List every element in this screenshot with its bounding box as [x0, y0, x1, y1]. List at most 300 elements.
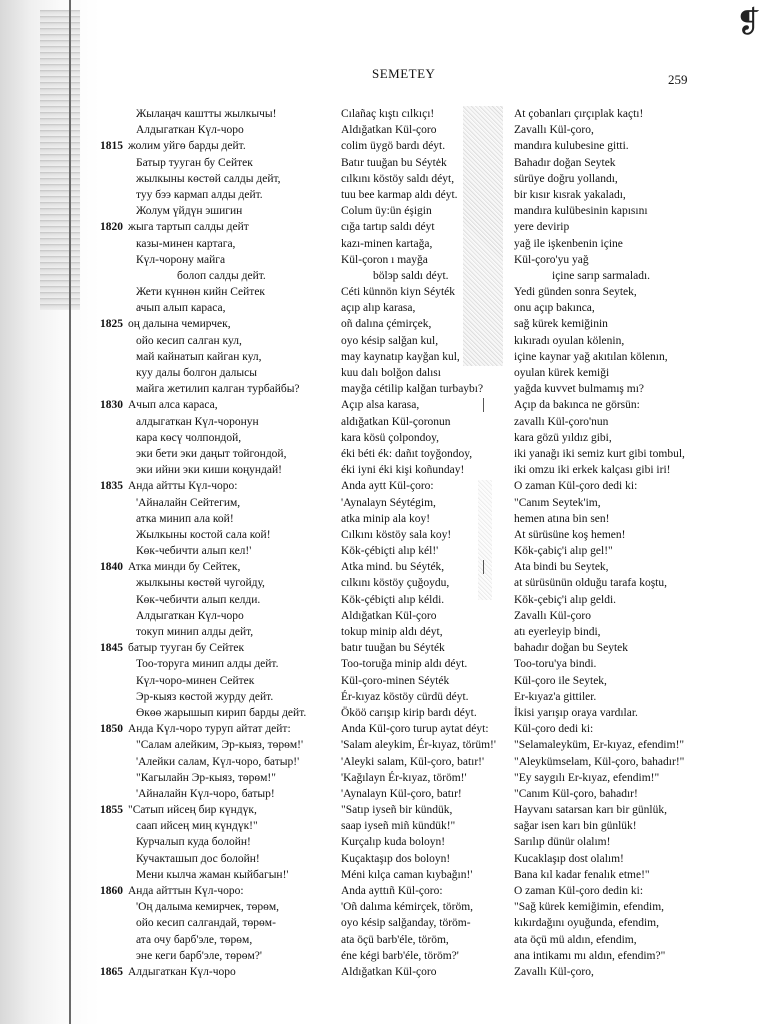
verse-line — [508, 365, 748, 381]
verse-text: 'Oñ dalıma kémirçek, töröm, — [341, 901, 474, 914]
verse-text: bir kısır kısrak yakaladı, — [514, 188, 626, 201]
verse-line — [333, 656, 505, 672]
verse-text: Kuçaktaşıp dos boloyn! — [341, 852, 451, 865]
verse-text: saap iyseñ miñ kündük!" — [341, 820, 456, 833]
verse-line — [333, 462, 505, 478]
verse-line — [100, 883, 335, 899]
verse-line — [508, 511, 748, 527]
verse-text: 'Aleyki salam, Kül-çoro, batır!' — [341, 755, 485, 768]
verse-line — [333, 349, 505, 365]
verse-text: эки ийни эки киши коңундай! — [136, 464, 282, 477]
verse-text: aldığatkan Kül-çoronun — [341, 415, 451, 428]
verse-text: Hayvanı satarsan karı bir günlük, — [514, 804, 667, 817]
verse-line — [100, 834, 335, 850]
verse-text: ойо кесип салгандай, төрөм- — [136, 917, 276, 930]
verse-line — [508, 349, 748, 365]
verse-text: 'Aynalayn Séytégim, — [341, 496, 436, 509]
verse-line — [333, 284, 505, 300]
verse-line — [100, 592, 335, 608]
verse-line — [333, 316, 505, 332]
verse-text: Kök-çebiç'i alıp geldi. — [514, 593, 617, 606]
verse-line — [100, 252, 335, 268]
verse-text: Aldığatkan Kül-çoro — [341, 609, 437, 622]
verse-line — [508, 527, 748, 543]
verse-line — [333, 640, 505, 656]
verse-line — [333, 834, 505, 850]
verse-line — [100, 754, 335, 770]
verse-text: açıp alıp karasa, — [341, 302, 416, 315]
verse-line — [508, 300, 748, 316]
verse-line — [508, 462, 748, 478]
verse-line — [508, 932, 748, 948]
verse-line — [100, 365, 335, 381]
verse-text: Céti künnön kiyn Séyték — [341, 286, 456, 299]
verse-line — [100, 462, 335, 478]
verse-text: Cılkını köstöy sala koy! — [341, 528, 452, 541]
verse-line — [100, 608, 335, 624]
verse-line — [100, 737, 335, 753]
line-number: 1865 — [100, 965, 123, 978]
verse-line — [100, 899, 335, 915]
verse-line — [508, 397, 748, 413]
verse-line — [100, 851, 335, 867]
verse-text: Өкөө жарышып кирип барды дейт. — [136, 706, 307, 719]
verse-line — [100, 236, 335, 252]
verse-line — [100, 575, 335, 591]
verse-line — [100, 640, 335, 656]
verse-text: жылкыны көстөй салды дейт, — [136, 172, 281, 185]
verse-text: Эр-кыяз көстой журду дейт. — [136, 690, 274, 703]
verse-line — [333, 268, 505, 284]
verse-line — [508, 721, 748, 737]
verse-line — [333, 754, 505, 770]
verse-line — [100, 511, 335, 527]
verse-text: Kucaklaşıp dost olalım! — [514, 852, 624, 865]
verse-text: Атка минди бу Сейтек, — [128, 561, 241, 574]
verse-text: oñ dalına çémirçek, — [341, 318, 432, 331]
verse-line — [100, 155, 335, 171]
verse-line — [100, 802, 335, 818]
verse-line — [333, 867, 505, 883]
verse-line — [100, 543, 335, 559]
verse-line — [100, 818, 335, 834]
verse-line — [508, 948, 748, 964]
verse-line — [508, 737, 748, 753]
verse-text: Батыр тууган бу Сейтек — [136, 156, 253, 169]
verse-text: Kül-çoro dedi ki: — [514, 723, 594, 736]
verse-line — [333, 171, 505, 187]
verse-text: Bahadır doğan Seytek — [514, 156, 616, 169]
verse-text: жолим уйгө барды дейт. — [128, 140, 246, 153]
verse-line — [508, 689, 748, 705]
verse-text: саап ийсең миң күндүк!" — [136, 820, 258, 833]
verse-text: O zaman Kül-çoro dedin ki: — [514, 885, 644, 897]
verse-line — [100, 721, 335, 737]
verse-line — [100, 705, 335, 721]
verse-text: Көк-чебичти алып кел!' — [136, 545, 252, 558]
verse-line — [333, 446, 505, 462]
verse-text: 'Aynalayn Kül-çoro, batır! — [341, 787, 462, 800]
verse-text: içine kaynar yağ akıtılan kölenın, — [514, 350, 668, 363]
verse-line — [508, 851, 748, 867]
verse-line — [100, 478, 335, 494]
verse-line — [333, 106, 505, 122]
verse-text: Kurçalıp kuda boloyn! — [341, 836, 446, 849]
verse-text: Kül-çoro-minen Séyték — [341, 674, 450, 687]
verse-text: Aldığatkan Kül-çoro — [341, 965, 437, 978]
verse-text: colim üygö bardı déyt. — [341, 140, 446, 153]
verse-line — [333, 122, 505, 138]
verse-text: yağda kuvvet bulmamış mı? — [514, 383, 644, 396]
verse-text: Kök-çébiçti alıp kél!' — [341, 545, 439, 558]
verse-line — [508, 624, 748, 640]
verse-text: Zavallı Kül-çoro, — [514, 124, 594, 137]
line-number: 1835 — [100, 480, 123, 493]
verse-line — [333, 559, 505, 575]
corner-mark: ❡ — [736, 6, 762, 39]
verse-text: O zaman Kül-çoro dedi ki: — [514, 480, 638, 493]
verse-text: Курчалып куда болойн! — [136, 836, 251, 849]
verse-text: ачып алып караса, — [136, 302, 226, 315]
scan-smudge — [40, 10, 80, 310]
verse-text: cığa tartıp saldı déyt — [341, 221, 435, 234]
verse-line — [508, 252, 748, 268]
verse-line — [333, 624, 505, 640]
verse-line — [100, 495, 335, 511]
verse-text: май кайнатып кайган кул, — [136, 350, 262, 363]
verse-line — [333, 203, 505, 219]
verse-text: Ata bindi bu Seytek, — [514, 561, 609, 574]
verse-line — [508, 834, 748, 850]
verse-line — [100, 527, 335, 543]
verse-line — [508, 495, 748, 511]
verse-text: Көк-чебичти алып келди. — [136, 593, 261, 606]
verse-line — [333, 495, 505, 511]
verse-text: Atka mind. bu Séyték, — [341, 561, 445, 574]
verse-line — [100, 203, 335, 219]
verse-text: sağar isen karı bin günlük! — [514, 820, 637, 833]
verse-line — [333, 300, 505, 316]
verse-text: Күл-чорону майга — [136, 253, 226, 266]
verse-line — [100, 915, 335, 931]
verse-line — [508, 414, 748, 430]
verse-text: 'Kağılayn Ér-kıyaz, töröm!' — [341, 771, 467, 784]
verse-text: "Sağ kürek kemiğimin, efendim, — [514, 901, 665, 914]
verse-line — [508, 770, 748, 786]
verse-text: bölэp saldı déyt. — [373, 269, 449, 282]
verse-line — [508, 883, 748, 899]
verse-line — [333, 673, 505, 689]
line-number: 1825 — [100, 318, 123, 331]
verse-text: 'Алейки салам, Күл-чоро, батыр!' — [136, 755, 300, 768]
verse-line — [508, 754, 748, 770]
verse-text: ata öçü barb'éle, töröm, — [341, 933, 449, 946]
verse-text: Күл-чоро-минен Сейтек — [136, 674, 255, 687]
verse-text: tokup minip aldı déyt, — [341, 626, 443, 638]
verse-line — [508, 575, 748, 591]
transliteration-column — [333, 106, 505, 980]
verse-text: At sürüsüne koş hemen! — [514, 528, 626, 541]
verse-text: Anda Kül-çoro turup aytat déyt: — [341, 723, 489, 736]
verse-line — [333, 964, 505, 980]
verse-text: at sürüsünün olduğu tarafa koştu, — [514, 577, 667, 590]
verse-line — [508, 964, 748, 980]
verse-line — [333, 252, 505, 268]
verse-line — [333, 333, 505, 349]
line-number: 1830 — [100, 399, 123, 412]
verse-text: оң далына чемирчек, — [128, 318, 231, 331]
verse-line — [508, 543, 748, 559]
verse-line — [100, 624, 335, 640]
verse-line — [508, 867, 748, 883]
verse-text: Kök-çébiçti alıp kéldi. — [341, 593, 445, 606]
verse-line — [333, 219, 505, 235]
verse-text: kıkırdağını oyuğunda, efendim, — [514, 917, 659, 930]
verse-text: oyulan kürek kemiği — [514, 367, 610, 379]
verse-line — [333, 932, 505, 948]
verse-text: атка минип ала кой! — [136, 512, 234, 525]
verse-line — [508, 316, 748, 332]
verse-text: "Кагылайн Эр-кыяз, төрөм!" — [136, 771, 276, 784]
binding-edge-line — [69, 0, 71, 1024]
verse-text: yere devirip — [514, 221, 570, 234]
verse-text: éne kégi barb'éle, töröm?' — [341, 949, 459, 962]
verse-text: Мени кылча жаман кыйбагын!' — [136, 868, 289, 881]
verse-text: майга жетилип калган турбайбы? — [136, 383, 300, 396]
verse-line — [333, 770, 505, 786]
verse-line — [333, 915, 505, 931]
verse-text: ana intikamı mı aldın, efendim?" — [514, 949, 666, 962]
verse-line — [333, 883, 505, 899]
verse-text: Kök-çabiç'i alıp gel!" — [514, 545, 613, 558]
verse-text: эне кеги барб'эле, төрөм?' — [136, 949, 262, 962]
verse-text: kara kösü çolpondoy, — [341, 431, 439, 444]
verse-text: жыга тартып салды дейт — [128, 221, 249, 234]
verse-text: Алдыгаткан Күл-чоро — [128, 965, 236, 978]
verse-text: iki yanağı iki semiz kurt gibi tombul, — [514, 447, 685, 460]
verse-line — [508, 786, 748, 802]
verse-line — [100, 122, 335, 138]
verse-line — [508, 106, 748, 122]
verse-text: Zavallı Kül-çoro — [514, 609, 591, 622]
verse-line — [100, 268, 335, 284]
verse-line — [100, 770, 335, 786]
verse-text: токуп минип алды дейт, — [136, 626, 254, 638]
verse-line — [333, 155, 505, 171]
verse-line — [333, 365, 505, 381]
verse-line — [508, 203, 748, 219]
verse-text: батыр тууган бу Сейтек — [128, 642, 245, 655]
verse-text: "Ey saygılı Er-kıyaz, efendim!" — [514, 771, 660, 784]
line-number: 1860 — [100, 885, 123, 897]
verse-text: At çobanları çırçıplak kaçtı! — [514, 108, 644, 120]
verse-text: ata öçü mü aldın, efendim, — [514, 933, 637, 946]
verse-text: yağ ile işkenbenin içine — [514, 237, 623, 250]
verse-line — [333, 689, 505, 705]
verse-text: iki omzu iki erkek kalçası gibi iri! — [514, 464, 671, 477]
verse-line — [508, 138, 748, 154]
verse-line — [333, 802, 505, 818]
verse-text: Sarılıp dünür olalım! — [514, 836, 611, 849]
verse-text: Zavallı Kül-çoro, — [514, 965, 594, 978]
verse-text: Анда айттын Күл-чоро: — [128, 885, 244, 897]
verse-line — [508, 219, 748, 235]
verse-text: kıkıradı oyulan kölenin, — [514, 334, 625, 347]
verse-line — [508, 122, 748, 138]
verse-line — [508, 592, 748, 608]
verse-line — [100, 656, 335, 672]
verse-line — [333, 721, 505, 737]
verse-text: 'Salam aleykim, Ér-kıyaz, törüm!' — [341, 739, 496, 752]
page-title: SEMETEY — [372, 66, 436, 81]
verse-line — [333, 818, 505, 834]
line-number: 1845 — [100, 642, 123, 655]
verse-line — [100, 689, 335, 705]
verse-text: Colum üy:ün éşigin — [341, 205, 432, 218]
verse-line — [333, 414, 505, 430]
verse-text: "Canım Seytek'im, — [514, 496, 601, 509]
line-number: 1820 — [100, 221, 123, 234]
verse-text: Анда Күл-чоро туруп айтат дейт: — [128, 723, 291, 736]
verse-text: Açıp alsa karasa, — [341, 399, 420, 412]
verse-line — [508, 608, 748, 624]
verse-text: içine sarıp sarmaladı. — [552, 269, 651, 282]
verse-text: Анда айтты Күл-чоро: — [128, 480, 238, 493]
verse-text: Жолум үйдүн эшигин — [136, 205, 243, 218]
verse-line — [508, 236, 748, 252]
verse-line — [508, 818, 748, 834]
verse-text: Тоо-торуга минип алды дейт. — [136, 658, 279, 671]
verse-text: Ököö carışıp kirip bardı déyt. — [341, 706, 477, 719]
verse-line — [333, 851, 505, 867]
verse-line — [508, 430, 748, 446]
verse-text: mayğa cétilip kalğan turbaybı? — [341, 383, 484, 396]
verse-line — [100, 187, 335, 203]
verse-line — [333, 543, 505, 559]
verse-text: cılkını köstöy çuğoydu, — [341, 577, 450, 590]
verse-line — [333, 786, 505, 802]
verse-text: Yedi günden sonra Seytek, — [514, 286, 637, 299]
verse-line — [333, 478, 505, 494]
verse-text: batır tuuğan bu Séyték — [341, 642, 445, 655]
verse-line — [508, 187, 748, 203]
verse-line — [100, 138, 335, 154]
verse-line — [333, 608, 505, 624]
verse-line — [333, 430, 505, 446]
verse-line — [333, 527, 505, 543]
verse-text: Açıp da bakınca ne görsün: — [514, 399, 640, 412]
verse-text: Kül-çoron ı mayğa — [341, 253, 428, 266]
verse-text: sağ kürek kemiğinin — [514, 318, 608, 331]
verse-text: куу далы болгон далысы — [136, 367, 257, 379]
verse-text: туу бээ кармап алды дейт. — [136, 188, 263, 201]
verse-text: éki béti ék: dañıt toyğondoy, — [341, 447, 473, 460]
verse-text: hemen atına bin sen! — [514, 512, 610, 525]
verse-line — [333, 236, 505, 252]
verse-text: ата очу барб'эле, төрөм, — [136, 933, 253, 946]
verse-line — [508, 899, 748, 915]
verse-text: 'Айналайн Сейтегим, — [136, 496, 241, 509]
line-number: 1850 — [100, 723, 123, 736]
verse-text: "Selamaleyküm, Er-kıyaz, efendim!" — [514, 739, 685, 752]
verse-text: кара көсү чолпондой, — [136, 431, 242, 444]
verse-line — [100, 559, 335, 575]
verse-line — [333, 899, 505, 915]
verse-text: Méni kılça caman kıybağın!' — [341, 868, 473, 881]
verse-text: Ачып алса караса, — [128, 399, 218, 412]
verse-text: эки бети эки даңыт тойгондой, — [136, 447, 287, 460]
verse-text: Алдыгаткан Күл-чоро — [136, 124, 244, 137]
verse-line — [100, 106, 335, 122]
verse-line — [508, 381, 748, 397]
verse-text: kuu dalı bolğon dalısı — [341, 367, 441, 379]
verse-text: oyo késip salğan kul, — [341, 334, 439, 347]
verse-line — [100, 397, 335, 413]
verse-line — [333, 705, 505, 721]
verse-text: казы-минен картага, — [136, 237, 236, 250]
verse-line — [508, 333, 748, 349]
verse-text: Bana kıl kadar fenalık etme!" — [514, 868, 650, 881]
page-number: 259 — [668, 72, 688, 87]
kyrgyz-column — [100, 106, 335, 980]
verse-line — [100, 333, 335, 349]
verse-text: "Satıp iyseñ bir kündük, — [341, 804, 453, 817]
verse-text: жылкыны көстөй чугойду, — [136, 577, 265, 590]
verse-line — [333, 511, 505, 527]
verse-line — [333, 397, 505, 413]
line-number: 1855 — [100, 804, 123, 817]
verse-text: Anda aytt Kül-çoro: — [341, 480, 434, 493]
verse-line — [508, 155, 748, 171]
verse-text: Anda ayttıñ Kül-çoro: — [341, 885, 443, 897]
verse-line — [100, 446, 335, 462]
verse-line — [508, 705, 748, 721]
verse-text: atka minip ala koy! — [341, 512, 431, 525]
verse-text: ойо кесип салган кул, — [136, 334, 242, 347]
verse-line — [100, 867, 335, 883]
verse-line — [508, 656, 748, 672]
verse-text: Cılañaç kıştı cılkıçı! — [341, 108, 435, 120]
verse-text: oyo késip salğanday, töröm- — [341, 917, 471, 930]
line-number: 1815 — [100, 140, 123, 153]
verse-line — [333, 138, 505, 154]
verse-line — [333, 187, 505, 203]
verse-line — [508, 640, 748, 656]
verse-text: 'Оң далыма кемирчек, төрөм, — [136, 901, 280, 914]
verse-line — [508, 171, 748, 187]
verse-line — [100, 219, 335, 235]
verse-line — [100, 673, 335, 689]
verse-line — [100, 964, 335, 980]
verse-text: алдыгаткан Күл-чоронун — [136, 415, 259, 428]
verse-line — [100, 786, 335, 802]
verse-text: Too-toruğa minip aldı déyt. — [341, 658, 468, 671]
verse-line — [100, 349, 335, 365]
verse-text: may kaynatıp kayğan kul, — [341, 350, 460, 363]
verse-line — [100, 414, 335, 430]
verse-line — [100, 171, 335, 187]
verse-line — [333, 948, 505, 964]
verse-text: болоп салды дейт. — [177, 269, 266, 282]
verse-text: mandıra kulubesine gitti. — [514, 140, 629, 153]
verse-text: "Aleykümselam, Kül-çoro, bahadır!" — [514, 755, 685, 768]
verse-text: Er-kıyaz'a gittiler. — [514, 690, 597, 703]
verse-line — [508, 559, 748, 575]
verse-line — [508, 446, 748, 462]
verse-line — [508, 915, 748, 931]
verse-text: Kül-çoro ile Seytek, — [514, 674, 607, 687]
verse-line — [100, 948, 335, 964]
